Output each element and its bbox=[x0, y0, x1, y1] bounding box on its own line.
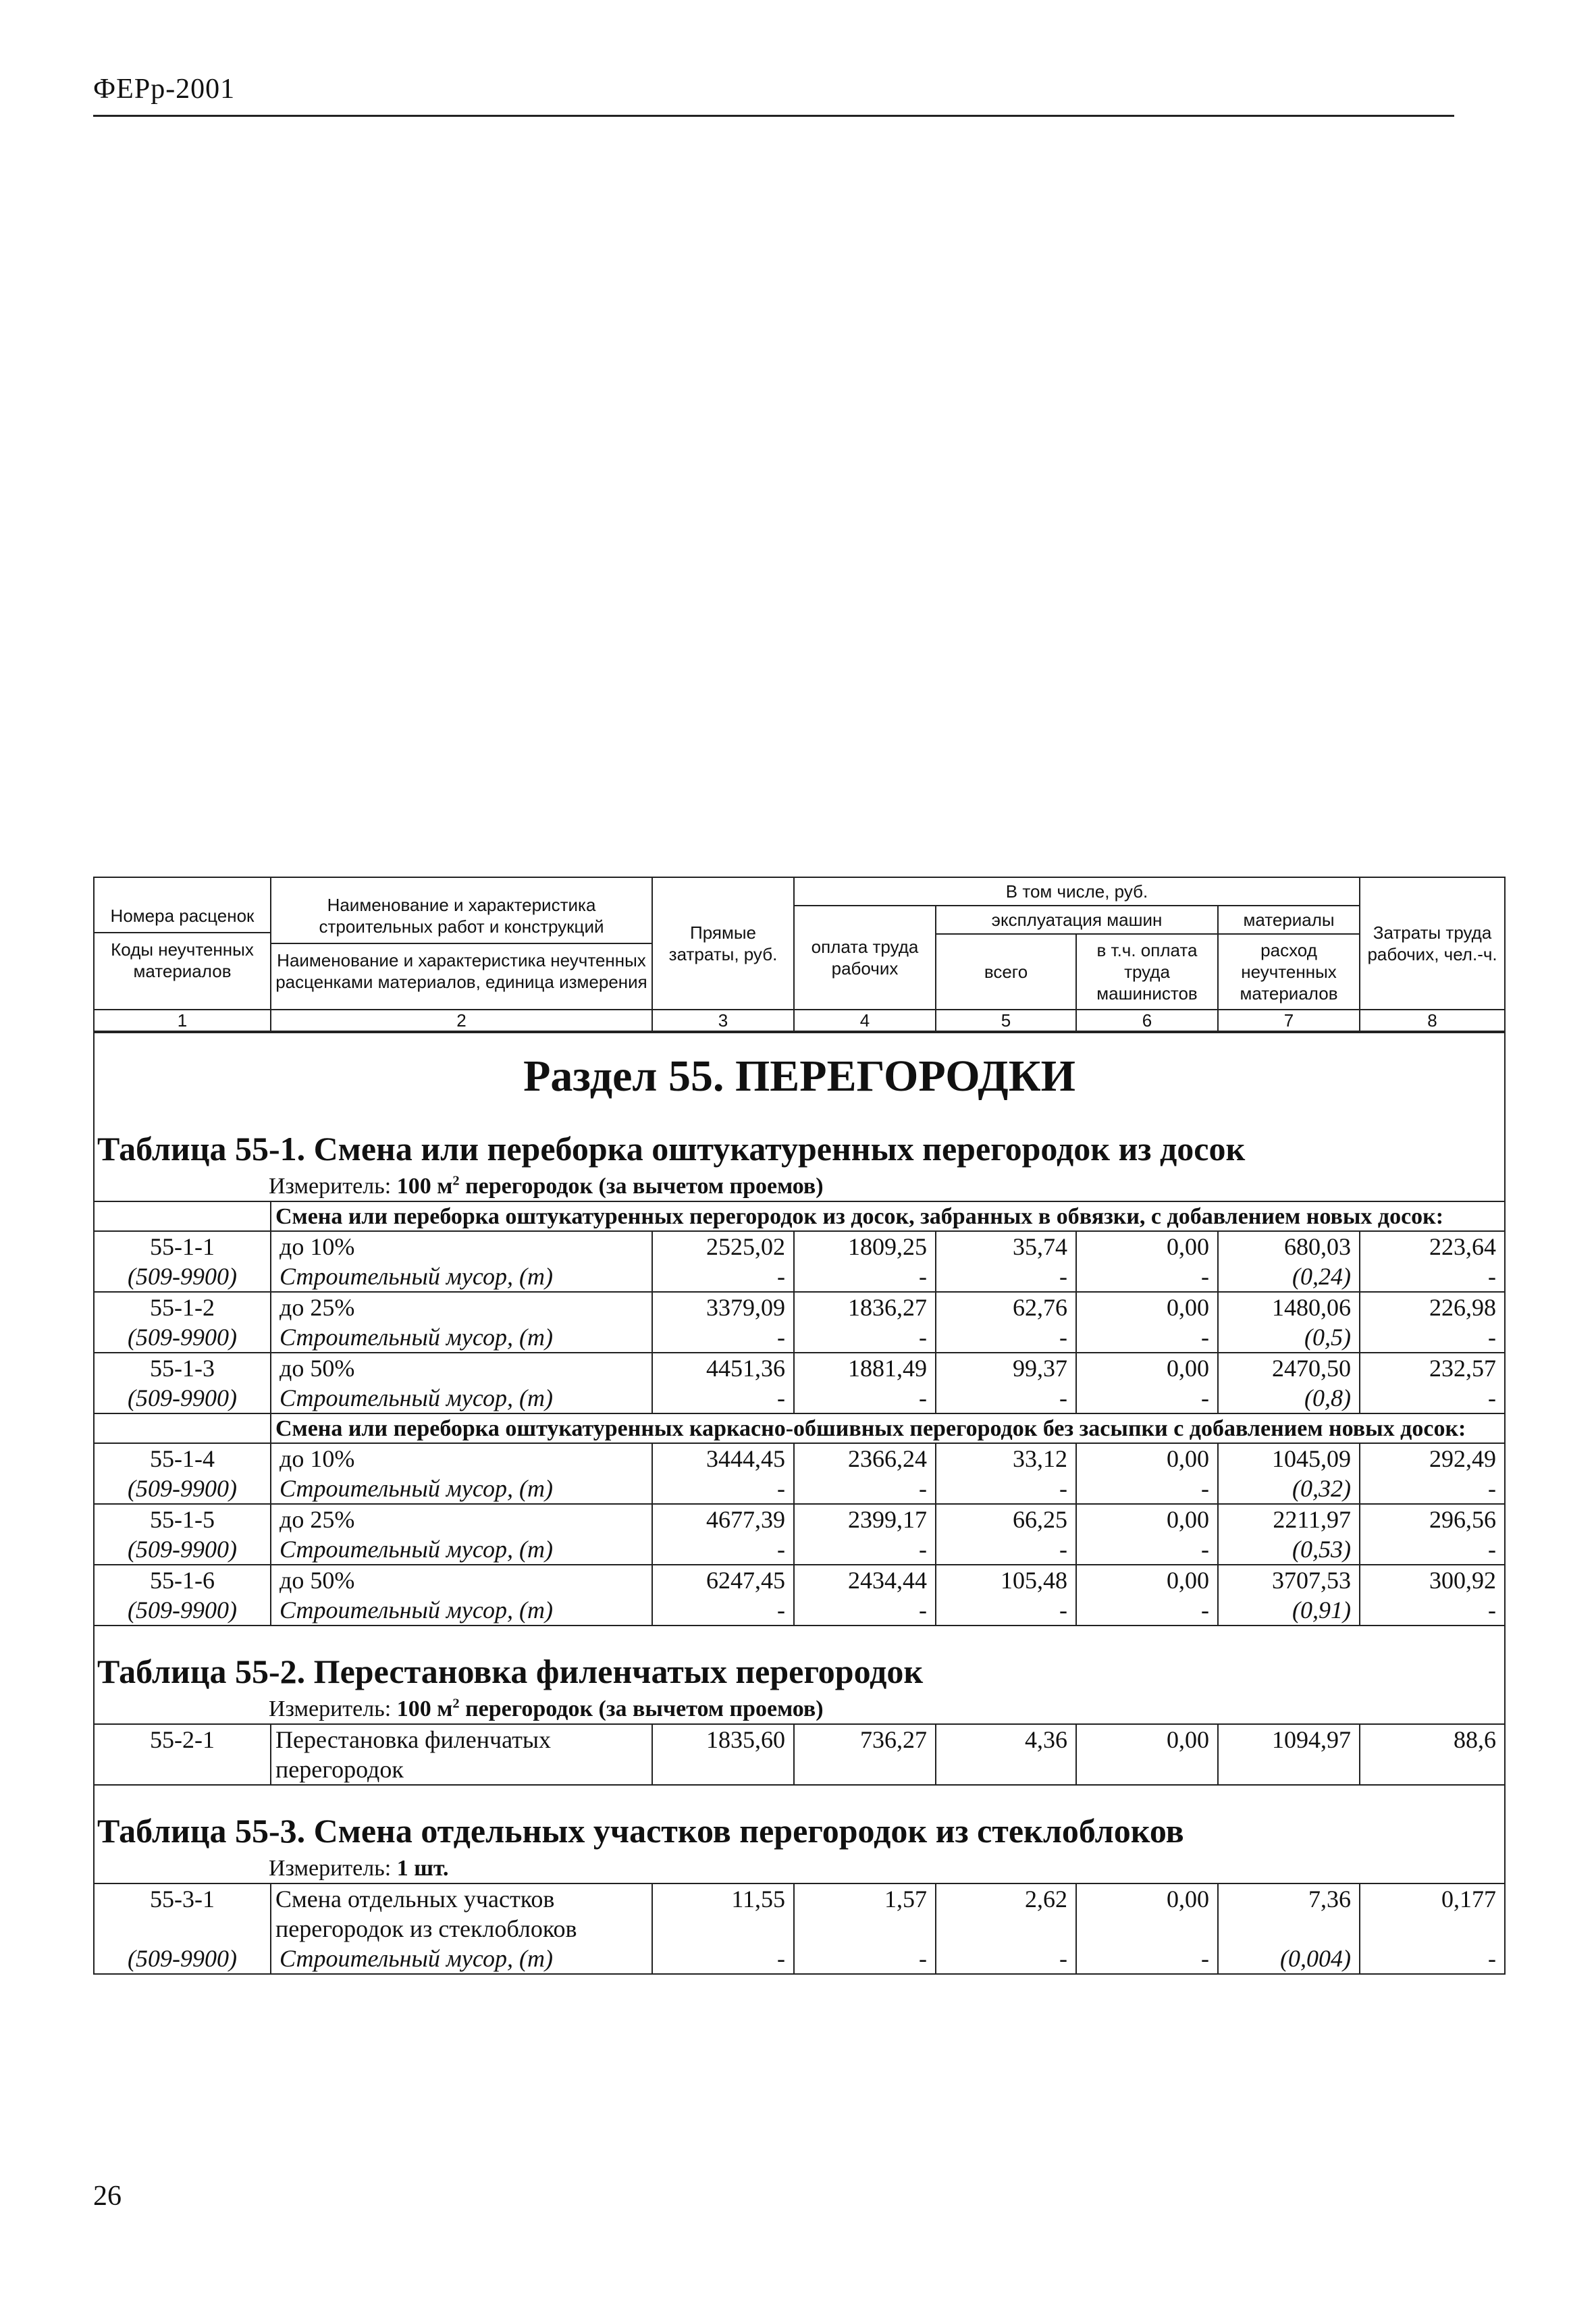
dash-cell: - bbox=[652, 1534, 794, 1565]
section-title: Раздел 55. ПЕРЕГОРОДКИ bbox=[523, 1051, 1075, 1101]
labor-cost: 2366,24 bbox=[794, 1443, 936, 1474]
labor-hours: 223,64 bbox=[1360, 1231, 1505, 1262]
work-name: Перестановка филенчатых перегородок bbox=[271, 1724, 652, 1785]
direct-cost: 3379,09 bbox=[652, 1292, 794, 1322]
labor-cost: 1836,27 bbox=[794, 1292, 936, 1322]
page-number: 26 bbox=[93, 2181, 122, 2212]
rate-code: 55-1-6 bbox=[94, 1565, 271, 1595]
material-name: Строительный мусор, (т) bbox=[271, 1534, 652, 1565]
rate-code: 55-3-1 bbox=[94, 1883, 271, 1944]
dash-cell: - bbox=[652, 1595, 794, 1626]
machines-header: эксплуатация машин bbox=[936, 906, 1218, 934]
material-cost: 3707,53 bbox=[1218, 1565, 1360, 1595]
rate-code: 55-1-3 bbox=[94, 1353, 271, 1383]
group-heading-row bbox=[94, 1413, 1505, 1443]
machinist-cost: 0,00 bbox=[1076, 1231, 1218, 1262]
labor-hours: 232,57 bbox=[1360, 1353, 1505, 1383]
direct-cost: 11,55 bbox=[652, 1883, 794, 1944]
dash-cell: - bbox=[936, 1595, 1076, 1626]
dash-cell: - bbox=[1360, 1474, 1505, 1504]
dash-cell: - bbox=[1360, 1322, 1505, 1353]
labor-cost: 2399,17 bbox=[794, 1504, 936, 1534]
col-number: 4 bbox=[794, 1010, 936, 1032]
col-number: 7 bbox=[1218, 1010, 1360, 1032]
col-number: 2 bbox=[271, 1010, 652, 1032]
table-row bbox=[94, 1504, 1505, 1534]
col-number: 3 bbox=[652, 1010, 794, 1032]
machinist-cost: 0,00 bbox=[1076, 1724, 1218, 1785]
dash-cell: - bbox=[652, 1474, 794, 1504]
direct-cost: 4451,36 bbox=[652, 1353, 794, 1383]
col8-header: Затраты труда рабочих, чел.-ч. bbox=[1360, 877, 1505, 1010]
material-cost: 1045,09 bbox=[1218, 1443, 1360, 1474]
dash-cell: - bbox=[794, 1474, 936, 1504]
col-number: 6 bbox=[1076, 1010, 1218, 1032]
labor-cost: 1881,49 bbox=[794, 1353, 936, 1383]
material-cost: 680,03 bbox=[1218, 1231, 1360, 1262]
table-row bbox=[94, 1231, 1505, 1262]
dash-cell: - bbox=[652, 1383, 794, 1413]
work-name: до 10% bbox=[271, 1443, 652, 1474]
dash-cell: - bbox=[1076, 1595, 1218, 1626]
material-cost: 2470,50 bbox=[1218, 1353, 1360, 1383]
rate-code: 55-1-1 bbox=[94, 1231, 271, 1262]
group-heading: Смена или переборка оштукатуренных перегородок из досок, забранных в обвязки, с добавлением новых досок: bbox=[271, 1201, 1505, 1231]
material-code: (509-9900) bbox=[94, 1322, 271, 1353]
material-row bbox=[94, 1534, 1505, 1565]
material-cost: 2211,97 bbox=[1218, 1504, 1360, 1534]
dash-cell: - bbox=[1360, 1262, 1505, 1292]
material-row bbox=[94, 1595, 1505, 1626]
dash-cell: - bbox=[1360, 1383, 1505, 1413]
dash-cell: - bbox=[936, 1322, 1076, 1353]
material-code: (509-9900) bbox=[94, 1534, 271, 1565]
direct-cost: 4677,39 bbox=[652, 1504, 794, 1534]
column-number-row bbox=[94, 1010, 1505, 1032]
labor-hours: 292,49 bbox=[1360, 1443, 1505, 1474]
col-codes-header bbox=[94, 877, 271, 1010]
group-heading-row bbox=[94, 1201, 1505, 1231]
machine-cost: 35,74 bbox=[936, 1231, 1076, 1262]
work-name: до 25% bbox=[271, 1504, 652, 1534]
group-header: В том числе, руб. bbox=[794, 877, 1360, 906]
direct-cost: 3444,45 bbox=[652, 1443, 794, 1474]
machine-cost: 4,36 bbox=[936, 1724, 1076, 1785]
dash-cell: - bbox=[1076, 1262, 1218, 1292]
rate-code: 55-1-5 bbox=[94, 1504, 271, 1534]
machinist-cost: 0,00 bbox=[1076, 1443, 1218, 1474]
labor-cost: 1809,25 bbox=[794, 1231, 936, 1262]
rate-code: 55-1-4 bbox=[94, 1443, 271, 1474]
labor-hours: 300,92 bbox=[1360, 1565, 1505, 1595]
labor-hours: 296,56 bbox=[1360, 1504, 1505, 1534]
dash-cell: - bbox=[794, 1322, 936, 1353]
labor-cost: 1,57 bbox=[794, 1883, 936, 1944]
table-row bbox=[94, 1883, 1505, 1944]
col2-top-label: Наименование и характеристика строительных работ и конструкций bbox=[319, 895, 604, 937]
table-meter: Измеритель: 100 $м^2$ перегородок (за вычетом проемов) bbox=[269, 1173, 824, 1199]
machine-cost: 2,62 bbox=[936, 1883, 1076, 1944]
material-code: (509-9900) bbox=[94, 1944, 271, 1974]
work-name: до 50% bbox=[271, 1353, 652, 1383]
material-code: (509-9900) bbox=[94, 1383, 271, 1413]
col1-bottom-label: Коды неучтенных материалов bbox=[95, 932, 270, 982]
table-meter: Измеритель: 100 $м^2$ перегородок (за вычетом проемов) bbox=[269, 1696, 824, 1721]
dash-cell: - bbox=[794, 1534, 936, 1565]
dash-cell: - bbox=[652, 1262, 794, 1292]
col-number: 5 bbox=[936, 1010, 1076, 1032]
work-name: до 10% bbox=[271, 1231, 652, 1262]
material-row bbox=[94, 1262, 1505, 1292]
col2-bottom-label: Наименование и характеристика неучтенных расценками материалов, единица измерения bbox=[271, 943, 651, 993]
labor-hours: 88,6 bbox=[1360, 1724, 1505, 1785]
col7-header: расход неучтенных материалов bbox=[1218, 934, 1360, 1010]
machine-cost: 105,48 bbox=[936, 1565, 1076, 1595]
dash-cell: - bbox=[936, 1474, 1076, 1504]
material-cost: 1094,97 bbox=[1218, 1724, 1360, 1785]
machinist-cost: 0,00 bbox=[1076, 1353, 1218, 1383]
material-code: (509-9900) bbox=[94, 1262, 271, 1292]
col-number: 8 bbox=[1360, 1010, 1505, 1032]
dash-cell: - bbox=[1076, 1383, 1218, 1413]
group-heading: Смена или переборка оштукатуренных каркасно-обшивных перегородок без засыпки с добавлением новых досок: bbox=[271, 1413, 1505, 1443]
work-name: Смена отдельных участков перегородок из стеклоблоков bbox=[271, 1883, 652, 1944]
material-name: Строительный мусор, (т) bbox=[271, 1944, 652, 1974]
labor-hours: 226,98 bbox=[1360, 1292, 1505, 1322]
machine-cost: 99,37 bbox=[936, 1353, 1076, 1383]
material-row bbox=[94, 1322, 1505, 1353]
table-row bbox=[94, 1353, 1505, 1383]
labor-hours: 0,177 bbox=[1360, 1883, 1505, 1944]
dash-cell: - bbox=[1076, 1534, 1218, 1565]
material-cost: 1480,06 bbox=[1218, 1292, 1360, 1322]
materials-header: материалы bbox=[1218, 906, 1360, 934]
material-quantity: (0,32) bbox=[1218, 1474, 1360, 1504]
table-row bbox=[94, 1443, 1505, 1474]
dash-cell: - bbox=[1076, 1944, 1218, 1974]
running-header: ФЕРр-2001 bbox=[93, 74, 236, 105]
dash-cell: - bbox=[1076, 1322, 1218, 1353]
column-header-row bbox=[94, 877, 1505, 906]
material-row bbox=[94, 1383, 1505, 1413]
dash-cell: - bbox=[1360, 1534, 1505, 1565]
table-row bbox=[94, 1565, 1505, 1595]
dash-cell: - bbox=[794, 1262, 936, 1292]
dash-cell: - bbox=[794, 1944, 936, 1974]
machine-cost: 66,25 bbox=[936, 1504, 1076, 1534]
material-code: (509-9900) bbox=[94, 1595, 271, 1626]
material-name: Строительный мусор, (т) bbox=[271, 1474, 652, 1504]
dash-cell: - bbox=[1360, 1595, 1505, 1626]
direct-cost: 1835,60 bbox=[652, 1724, 794, 1785]
work-name: до 50% bbox=[271, 1565, 652, 1595]
material-quantity: (0,24) bbox=[1218, 1262, 1360, 1292]
table-title: Таблица 55-2. Перестановка филенчатых перегородок bbox=[97, 1653, 924, 1690]
dash-cell: - bbox=[652, 1944, 794, 1974]
work-name: до 25% bbox=[271, 1292, 652, 1322]
material-quantity: (0,004) bbox=[1218, 1944, 1360, 1974]
material-name: Строительный мусор, (т) bbox=[271, 1262, 652, 1292]
group-1-rows bbox=[94, 1231, 1505, 1413]
material-quantity: (0,91) bbox=[1218, 1595, 1360, 1626]
dash-cell: - bbox=[652, 1322, 794, 1353]
price-table bbox=[93, 877, 1506, 1975]
material-name: Строительный мусор, (т) bbox=[271, 1322, 652, 1353]
material-quantity: (0,53) bbox=[1218, 1534, 1360, 1565]
col6-header: в т.ч. оплата труда машинистов bbox=[1076, 934, 1218, 1010]
material-quantity: (0,8) bbox=[1218, 1383, 1360, 1413]
dash-cell: - bbox=[936, 1262, 1076, 1292]
machine-cost: 33,12 bbox=[936, 1443, 1076, 1474]
direct-cost: 6247,45 bbox=[652, 1565, 794, 1595]
dash-cell: - bbox=[936, 1534, 1076, 1565]
material-name: Строительный мусор, (т) bbox=[271, 1595, 652, 1626]
labor-cost: 2434,44 bbox=[794, 1565, 936, 1595]
col-number: 1 bbox=[94, 1010, 271, 1032]
machinist-cost: 0,00 bbox=[1076, 1565, 1218, 1595]
table-row bbox=[94, 1724, 1505, 1785]
col5-header: всего bbox=[936, 934, 1076, 1010]
dash-cell: - bbox=[936, 1944, 1076, 1974]
direct-cost: 2525,02 bbox=[652, 1231, 794, 1262]
col1-top-label: Номера расценок bbox=[110, 906, 255, 926]
material-row bbox=[94, 1474, 1505, 1504]
col-names-header bbox=[271, 877, 652, 1010]
rate-code: 55-2-1 bbox=[94, 1724, 271, 1785]
machine-cost: 62,76 bbox=[936, 1292, 1076, 1322]
machinist-cost: 0,00 bbox=[1076, 1292, 1218, 1322]
table-meter: Измеритель: 1 шт. bbox=[269, 1856, 449, 1881]
table-title: Таблица 55-3. Смена отдельных участков перегородок из стеклоблоков bbox=[97, 1812, 1184, 1850]
dash-cell: - bbox=[794, 1595, 936, 1626]
dash-cell: - bbox=[794, 1383, 936, 1413]
dash-cell: - bbox=[1360, 1944, 1505, 1974]
labor-cost: 736,27 bbox=[794, 1724, 936, 1785]
material-name: Строительный мусор, (т) bbox=[271, 1383, 652, 1413]
col3-header: Прямые затраты, руб. bbox=[652, 877, 794, 1010]
table-title: Таблица 55-1. Смена или переборка оштукатуренных перегородок из досок bbox=[97, 1130, 1246, 1168]
rate-code: 55-1-2 bbox=[94, 1292, 271, 1322]
dash-cell: - bbox=[1076, 1474, 1218, 1504]
col4-header: оплата труда рабочих bbox=[794, 906, 936, 1010]
header-rule bbox=[93, 115, 1454, 117]
dash-cell: - bbox=[936, 1383, 1076, 1413]
table-row bbox=[94, 1292, 1505, 1322]
group-2-rows bbox=[94, 1443, 1505, 1626]
machinist-cost: 0,00 bbox=[1076, 1883, 1218, 1944]
material-row bbox=[94, 1944, 1505, 1974]
material-quantity: (0,5) bbox=[1218, 1322, 1360, 1353]
material-code: (509-9900) bbox=[94, 1474, 271, 1504]
machinist-cost: 0,00 bbox=[1076, 1504, 1218, 1534]
material-cost: 7,36 bbox=[1218, 1883, 1360, 1944]
